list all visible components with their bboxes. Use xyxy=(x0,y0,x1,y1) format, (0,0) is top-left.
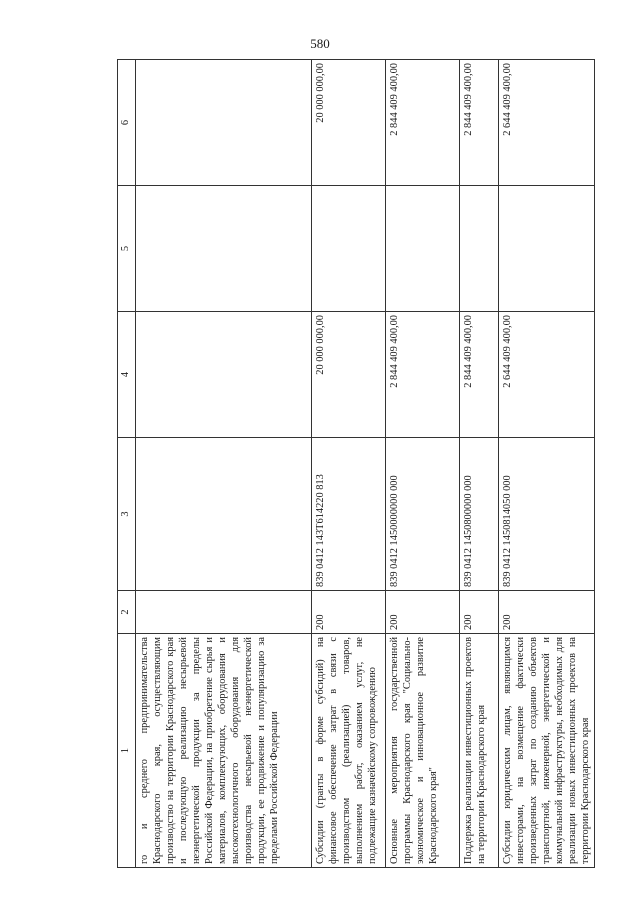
row-code-cell: 200 xyxy=(460,591,499,634)
header-col-6: 6 xyxy=(118,60,136,186)
row-col5-cell xyxy=(460,186,499,312)
row-col6-cell: 20 000 000,00 xyxy=(312,60,386,186)
row-col4-cell: 2 844 409 400,00 xyxy=(460,312,499,438)
row-code-cell: 200 xyxy=(386,591,460,634)
header-col-1: 1 xyxy=(118,634,136,868)
row-name-cell: Поддержка реализации инвестиционных проектов на территории Краснодарского края xyxy=(460,634,499,868)
header-col-2: 2 xyxy=(118,591,136,634)
row-col4-cell: 2 844 409 400,00 xyxy=(386,312,460,438)
table-row xyxy=(136,60,312,868)
row-col5-cell xyxy=(386,186,460,312)
page-number: 580 xyxy=(310,36,330,51)
row-name-cell: Основные мероприятия государственной программы Краснодарского края "Социально-экономическое и инновационное развитие Краснодарского края" xyxy=(386,634,460,868)
rotated-table-container xyxy=(117,63,610,868)
row-code-cell xyxy=(136,591,312,634)
row-name-cell: Субсидии (гранты в форме субсидий) на финансовое обеспечение затрат в связи с производством (реализацией) товаров, выполнением работ, оказанием услуг, не подлежащие казначейскому сопровождению xyxy=(312,634,386,868)
table-row xyxy=(386,60,460,868)
header-col-5: 5 xyxy=(118,186,136,312)
table-row xyxy=(499,60,595,868)
row-classifier-cell: 839 0412 1450814050 000 xyxy=(499,438,595,591)
row-col5-cell xyxy=(136,186,312,312)
table-row xyxy=(312,60,386,868)
row-col6-cell xyxy=(136,60,312,186)
row-col5-cell xyxy=(312,186,386,312)
row-code-cell: 200 xyxy=(312,591,386,634)
table-header-row xyxy=(118,60,136,868)
row-col4-cell: 20 000 000,00 xyxy=(312,312,386,438)
row-code-cell: 200 xyxy=(499,591,595,634)
budget-table xyxy=(117,59,595,868)
row-classifier-cell: 839 0412 1450800000 000 xyxy=(460,438,499,591)
row-name-cell: го и среднего предпринимательства Краснодарского края, осуществляющим производство на территории Краснодарского края и последующую реализацию несырьевой неэнергетической продукции за пределы Российской Федерации, на приобретение сырья и материалов, комплектующих, оборудования и высокотехнологичного оборудования для производства несырьевой неэнергетической продукции, ее продвижение и популяризацию за пределами Российской Федерации xyxy=(136,634,312,868)
row-col5-cell xyxy=(499,186,595,312)
row-classifier-cell: 839 0412 143Т614220 813 xyxy=(312,438,386,591)
header-col-3: 3 xyxy=(118,438,136,591)
row-col6-cell: 2 644 409 400,00 xyxy=(499,60,595,186)
row-col6-cell: 2 844 409 400,00 xyxy=(386,60,460,186)
table-row xyxy=(460,60,499,868)
row-col4-cell: 2 644 409 400,00 xyxy=(499,312,595,438)
row-col6-cell: 2 844 409 400,00 xyxy=(460,60,499,186)
row-col4-cell xyxy=(136,312,312,438)
header-col-4: 4 xyxy=(118,312,136,438)
row-classifier-cell: 839 0412 1450000000 000 xyxy=(386,438,460,591)
row-classifier-cell xyxy=(136,438,312,591)
row-name-cell: Субсидии юридическим лицам, являющимся инвесторами, на возмещение фактически произведенных затрат по созданию объектов транспортной, инженерной, энергетической и коммунальной инфраструктуры, необходимых для реализации новых инвестиционных проектов на территории Краснодарского края xyxy=(499,634,595,868)
